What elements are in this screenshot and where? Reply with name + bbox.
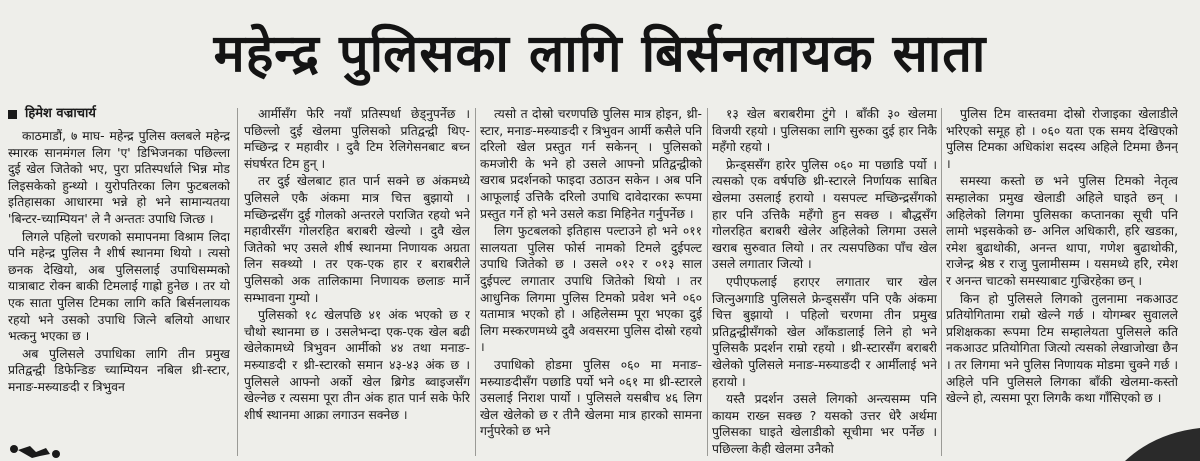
paragraph: तर दुई खेलबाट हात पार्न सक्ने छ अंकमध्ये पुलिसले एकै अंकमा मात्र चित्त बुझायो । मच्छिन्द्रसँग दुई गोलको अन्तरले पराजित रहयो भने महावीरसँग गोलरहित बराबरी खेल्यो । दुवै खेल जितेको भए उसले शीर्ष स्थानमा निणायक अग्रता लिन सक्थ्यो । तर एक-एक हार र बराबरीले पुलिसको अक तालिकामा निणायक छलाङ मार्ने सम्भावना गुम्यो । — [244, 174, 470, 305]
article-column-3 — [480, 106, 702, 458]
paragraph: त्यसो त दोस्रो चरणपछि पुलिस मात्र होइन, थ्री-स्टार, मनाङ-मस्र्याङदी र त्रिभुवन आर्मी कसैले पनि दरिलो खेल प्रस्तुत गर्न सकेनन् । पुलिसको कमजोरी के भने हो उसले आफ्नो प्रतिद्वन्द्वीको खराब प्रदर्शनको फाइदा उठाउन सकेन । अब पनि आफूलाई उत्तिकै दरिलो उपाधि दावेदारका रूपमा प्रस्तुत गर्ने हो भने उसले कडा मिहिनेत गर्नुपर्नेछ । — [480, 107, 702, 221]
byline — [8, 104, 96, 124]
column-divider — [237, 108, 238, 456]
paragraph: अब पुलिसले उपाधिका लागि तीन प्रमुख प्रतिद्वन्द्वी डिफेन्डिङ च्याम्पियन नबिल थ्री-स्टार, मनाङ-मस्र्याङदी र त्रिभुवन — [8, 346, 230, 394]
paragraph: एपीएफलाई हराएर लगातार चार खेल जित्नुअगाडि पुलिसले फ्रेन्ड्ससँग पनि एकै अंकमा चित्त बुझायो । पहिलो चरणमा तीन प्रमुख प्रतिद्वन्द्वीसँगको खेल आँकडालाई लिने हो भने पुलिसकै प्रदर्शन राम्रो रहयो । थ्री-स्टारसँग बराबरी खेलेको पुलिसले मनाङ-मस्र्याङदी र आर्मीलाई भने हरायो । — [712, 274, 937, 389]
article-column-1 — [8, 128, 230, 458]
article-column-4 — [712, 106, 937, 458]
paragraph: पुलिसको १८ खेलपछि ४१ अंक भएको छ र चौथो स्थानमा छ । उसलेभन्दा एक-एक खेल बढी खेलेकामध्ये त्रिभुवन आर्मीको ४४ तथा मनाङ-मस्र्याङदी र थ्री-स्टारको समान ४३-४३ अंक छ । पुलिसले आफ्नो अर्को खेल ब्रिगेड ब्वाइजसँग खेल्नेछ र त्यसमा पूरा तीन अंक हात पार्न सके फेरि शीर्ष स्थानमा आक्रा लगाउन सक्नेछ । — [244, 308, 470, 422]
paragraph: पुलिस टिम वास्तवमा दोस्रो रोजाइका खेलाडीले भरिएको समूह हो । ०६० यता एक समय देखिएको पुलिस टिमका अधिकांश सदस्य अहिले टिममा छैनन् । — [946, 107, 1178, 171]
paragraph: उपाधिको होडमा पुलिस ०६० मा मनाङ-मस्र्याङदीसँग पछाडि पर्यो भने ०६१ मा थ्री-स्टारले उसलाई निराश पार्यो । पुलिसले यसबीच ४६ लिग खेल खेलेको छ र तीनै खेलमा मात्र हारको सामना गर्नुपरेको छ भने — [480, 357, 702, 439]
paragraph: यस्तै प्रदर्शन उसले लिगको अन्त्यसम्म पनि कायम राख्न सक्छ ? यसको उत्तर धेरै अर्थमा पुलिसका घाइते खेलाडीको सूचीमा भर पर्नेछ । पछिल्ला केही खेलमा उनैको — [712, 392, 937, 456]
paragraph: फ्रेन्ड्ससँग हारेर पुलिस ०६० मा पछाडि पर्यो । त्यसको एक वर्षपछि थ्री-स्टारले निर्णायक साबित खेलमा उसलाई हरायो । यसपल्ट मच्छिन्द्रसँगको हार पनि उत्तिकै महँगो हुन सक्छ । बौद्धसँग गोलरहित बराबरी खेलेर अहिलेको लिगमा उसले खराब सुरुवात लियो । तर त्यसपछिका पाँच खेल उसले लगातार जित्यो । — [712, 157, 937, 272]
paragraph: लिग फुटबलको इतिहास पल्टाउने हो भने ०११ सालयता पुलिस फोर्स नामको टिमले दुईपल्ट उपाधि जितेको छ । उसले ०१२ र ०१३ साल दुईपल्ट लगातार उपाधि जितेको थियो । तर आधुनिक लिगमा पुलिस टिमको प्रवेश भने ०६० यतामात्र भएको हो । अहिलेसम्म पूरा भएका दुई लिग मस्करणमध्ये दुवै अवसरमा पुलिस दोस्रो रहयो । — [480, 224, 702, 355]
article-column-2 — [244, 106, 470, 458]
paragraph: लिगले पहिलो चरणको समापनमा विश्राम लिदा पनि महेन्द्र पुलिस नै शीर्ष स्थानमा थियो । त्यसो छनक देखियो, अब पुलिसलाई उपाधिसम्मको यात्राबाट रोक्न बाकी टिमलाई गाह्रो हुनेछ । तर यो एक साता पुलिस टिमका लागि कति बिर्सनलायक रहयो भने उसको उपाधि जित्ने बलियो आधार भत्कनु भएका छ । — [8, 229, 230, 344]
headline: महेन्द्र पुलिसका लागि बिर्सनलायक साता — [213, 24, 987, 84]
paragraph: किन हो पुलिसले लिगको तुलनामा नकआउट प्रतियोगितामा राम्रो खेल्ने गर्छ । योगम्बर सुवालले प्रशिक्षकका रूपमा टिम सम्हालेयता पुलिसले कति नकआउट प्रतियोगिता जित्यो त्यसको लेखाजोखा छैन । तर लिगमा भने पुलिस निणायक मोडमा चुक्ने गर्छ । अहिले पनि पुलिसले लिगका बाँकी खेलमा-कस्तो खेल्ने हो, त्यसमा पूरा लिगकै कथा गाँसिएको छ । — [946, 291, 1178, 406]
column-divider — [941, 108, 942, 456]
paragraph: काठमाडौं, ७ माघ- महेन्द्र पुलिस क्लबले महेन्द्र स्मारक सानमंगल लिग 'ए' डिभिजनका पछिल्ला दुई खेल जितेको भए, पुरा प्रतिस्पर्धाले भिन्न मोड लिइसकेको हुन्थ्यो । युरोपतिरका लिग फुटबलको इतिहासका आधारमा भन्ने हो भने सामान्यतया 'बिन्टर-च्याम्पियन' ले नै अन्ततः उपाधि जित्छ । — [8, 129, 230, 226]
byline-square-icon — [8, 110, 17, 119]
byline-author: हिमेश वज्राचार्य — [25, 106, 96, 121]
article-column-5 — [946, 106, 1178, 458]
paragraph: समस्या कस्तो छ भने पुलिस टिमको नेतृत्व सम्हालेका प्रमुख खेलाडी अहिले घाइते छन् । अहिलेको लिगमा पुलिसका कप्तानका सूची पनि लामो भइसकेको छ- अनिल अधिकारी, हरि खडका, रमेश बुढाथोकी, अनन्त थापा, गणेश बुढाथोकी, राजेन्द्र श्रेष्ठ र राजु पुलामीसम्म । यसमध्ये हरि, रमेश र अनन्त चाटको समस्याबाट गुज्रिरहेका छन् । — [946, 174, 1178, 288]
paragraph: आर्मीसँग फेरि नयाँ प्रतिस्पर्धा छेड्नुपर्नेछ । पछिल्लो दुई खेलमा पुलिसको प्रतिद्वन्द्वी थिए- मच्छिन्द्र र महावीर । दुवै टिम रेलिगेसनबाट बच्न संघर्षरत टिम हुन् । — [244, 107, 470, 171]
paragraph: १३ खेल बराबरीमा टुंगे । बाँकी ३० खेलमा विजयी रहयो । पुलिसका लागि सुरुका दुई हार निकै महँगो रहयो । — [712, 107, 937, 155]
football-player-icon — [6, 440, 66, 460]
page-corner-decoration — [1125, 428, 1200, 461]
column-divider — [475, 108, 476, 456]
column-divider — [707, 108, 708, 456]
